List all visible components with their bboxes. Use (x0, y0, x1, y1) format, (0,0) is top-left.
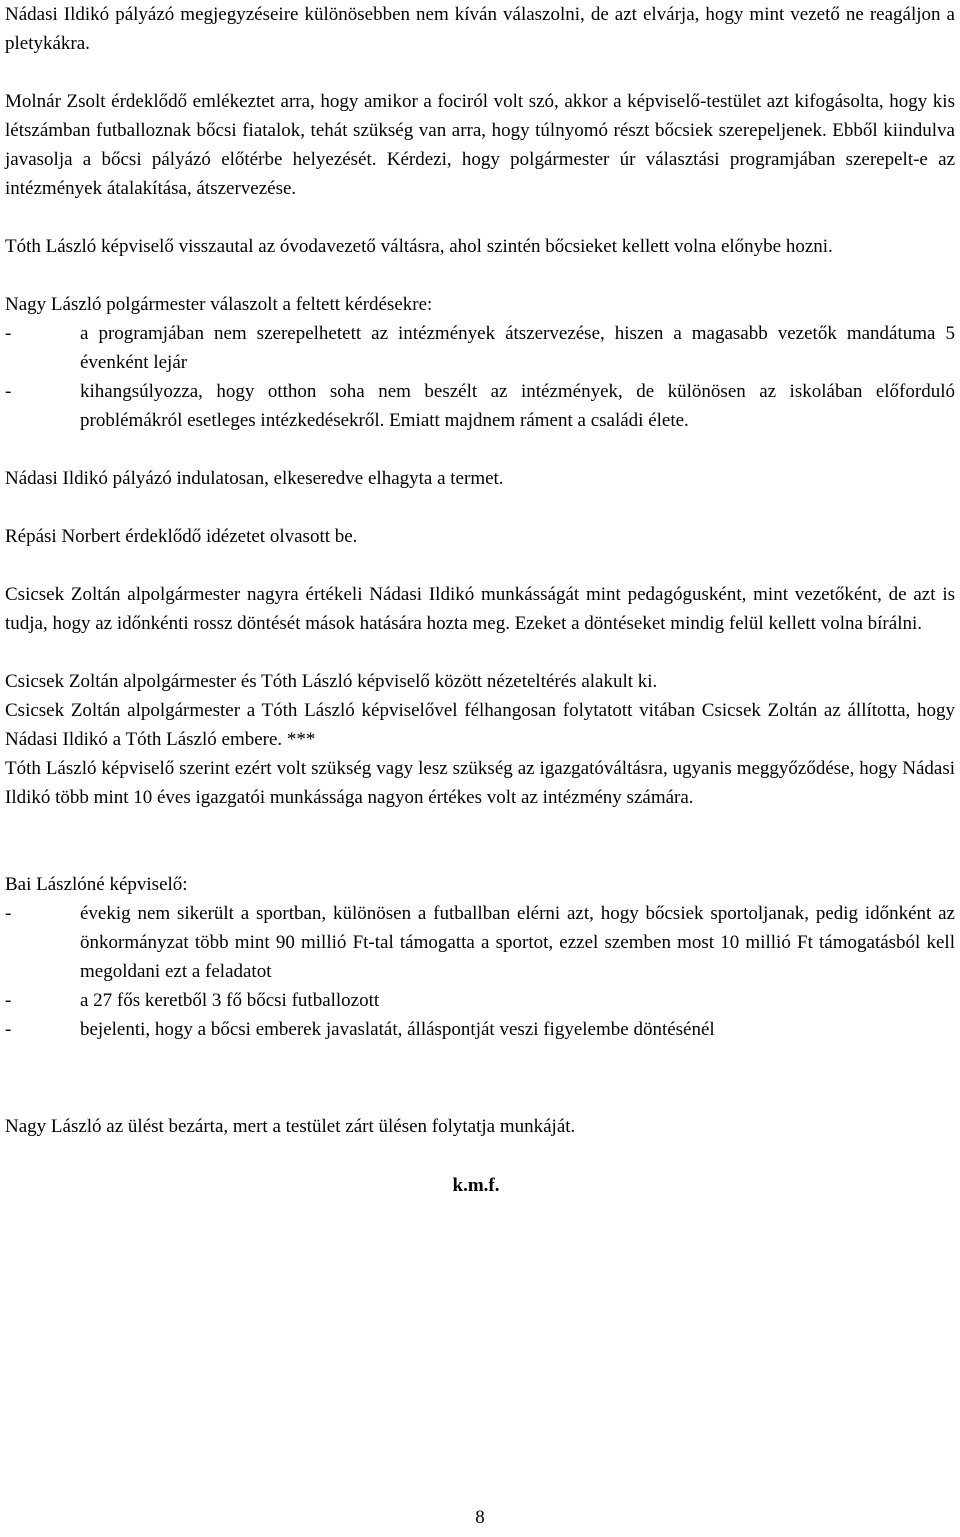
list-item-text: kihangsúlyozza, hogy otthon soha nem beszélt az intézmények, de különösen az iskolában előforduló problémákról esetleges intézkedésekről. Emiatt majdnem ráment a családi élete. (80, 381, 955, 431)
paragraph-toth-laszlo-1: Tóth László képviselő visszautal az óvodavezető váltásra, ahol szintén bőcsieket kellett volna előnybe hozni. (5, 236, 833, 257)
paragraph-nagy-laszlo-intro: Nagy László polgármester válaszolt a feltett kérdésekre: (5, 294, 433, 315)
closing-kmf: k.m.f. (452, 1175, 500, 1196)
dash-bullet: - (5, 903, 12, 924)
list-item (5, 319, 955, 377)
dash-bullet: - (5, 1019, 12, 1040)
paragraph-nadasi-left: Nádasi Ildikó pályázó indulatosan, elkeseredve elhagyta a termet. (5, 468, 504, 489)
paragraph-nadasi-remarks: Nádasi Ildikó pályázó megjegyzéseire különösebben nem kíván válaszolni, de azt elvárja, hogy mint vezető ne reagáljon a pletykákra. (5, 4, 955, 54)
paragraph-csicsek-toth-disagreement: Csicsek Zoltán alpolgármester és Tóth László képviselő között nézeteltérés alakult ki. (5, 671, 658, 692)
list-bai-laszlone-points (5, 899, 955, 1044)
list-nagy-laszlo-answers (5, 319, 955, 435)
paragraph-csicsek-zoltan-2: Csicsek Zoltán alpolgármester a Tóth László képviselővel félhangosan folytatott vitában Csicsek Zoltán az állította, hogy Nádasi Ildikó a Tóth László embere. *** (5, 700, 955, 750)
paragraph-bai-laszlone-intro: Bai Lászlóné képviselő: (5, 874, 188, 895)
paragraph-csicsek-zoltan-1: Csicsek Zoltán alpolgármester nagyra értékeli Nádasi Ildikó munkásságát mint pedagógusként, mint vezetőként, de azt is tudja, hogy az időnkénti rossz döntését mások hatására hozta meg. Ezeket a döntéseket mindig felül kellett volna bírálni. (5, 584, 955, 634)
document-page (5, 0, 955, 1200)
list-item (5, 377, 955, 435)
list-item-text: a 27 fős keretből 3 fő bőcsi futballozott (80, 990, 380, 1011)
dash-bullet: - (5, 381, 12, 402)
list-item (5, 899, 955, 986)
dash-bullet: - (5, 990, 12, 1011)
dash-bullet: - (5, 323, 12, 344)
list-item-text: évekig nem sikerült a sportban, különösen a futballban elérni azt, hogy bőcsiek sportoljanak, pedig időnként az önkormányzat több mint 90 millió Ft-tal támogatta a sportot, ezzel szemben most 10 millió Ft támogatásból kell megoldani ezt a feladatot (80, 903, 955, 982)
paragraph-repasi-norbert: Répási Norbert érdeklődő idézetet olvasott be. (5, 526, 358, 547)
list-item (5, 986, 955, 1015)
paragraph-toth-laszlo-2: Tóth László képviselő szerint ezért volt szükség vagy lesz szükség az igazgatóváltásra, ugyanis meggyőződése, hogy Nádasi Ildikó több mint 10 éves igazgatói munkássága nagyon értékes volt az intézmény számára. (5, 758, 955, 808)
paragraph-meeting-closed: Nagy László az ülést bezárta, mert a testület zárt ülésen folytatja munkáját. (5, 1116, 576, 1137)
list-item-text: a programjában nem szerepelhetett az intézmények átszervezése, hiszen a magasabb vezetők mandátuma 5 évenként lejár (80, 323, 955, 373)
paragraph-molnar-zsolt: Molnár Zsolt érdeklődő emlékeztet arra, hogy amikor a fociról volt szó, akkor a képviselő-testület azt kifogásolta, hogy kis létszámban futballoznak bőcsi fiatalok, tehát szükség van arra, hogy túlnyomó részt bőcsiek szerepeljenek. Ebből kiindulva javasolja a bőcsi pályázó előtérbe helyezését. Kérdezi, hogy polgármester úr választási programjában szerepelt-e az intézmények átalakítása, átszervezése. (5, 91, 955, 199)
list-item-text: bejelenti, hogy a bőcsi emberek javaslatát, álláspontját veszi figyelembe döntésénél (80, 1019, 715, 1040)
page-number: 8 (475, 1507, 485, 1528)
list-item (5, 1015, 955, 1044)
